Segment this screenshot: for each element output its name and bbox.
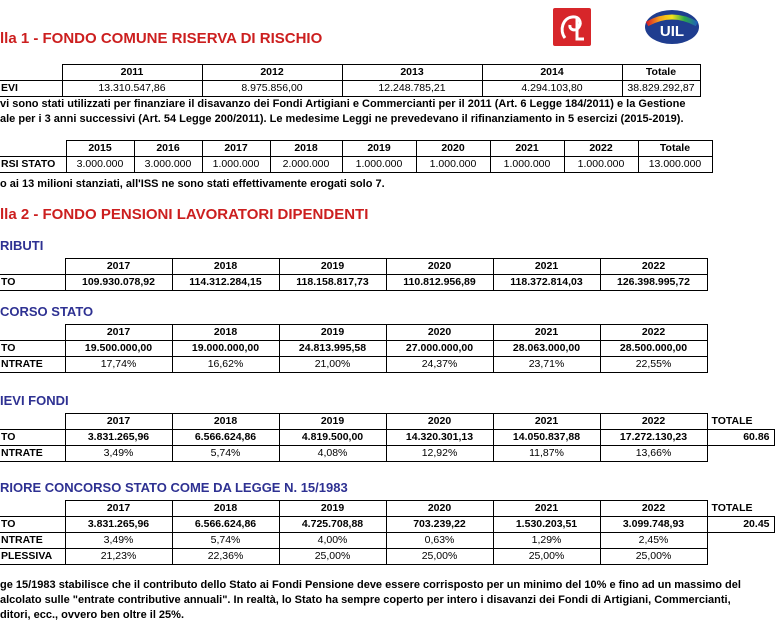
table-cell: 4,00% (279, 533, 386, 549)
table1-rifinanziamento (0, 140, 713, 173)
table-cell: 14.050.837,88 (493, 430, 600, 446)
table-cell: 1.000.000 (416, 157, 490, 173)
paragraph-line: ge 15/1983 stabilisce che il contributo dello Stato ai Fondi Pensione deve essere corrisposto per un minimo del 10% e fino ad un massimo del (0, 579, 741, 591)
table-cell: 703.239,22 (386, 517, 493, 533)
table-header-row (0, 325, 707, 341)
table-header-row (0, 259, 707, 275)
paragraph-line: vi sono stati utilizzati per finanziare il disavanzo dei Fondi Artigiani e Commercianti per il 2011 (Art. 6 Legge 184/2011) e la Gestione (0, 98, 686, 110)
table-cell: 17,74% (65, 357, 172, 373)
row-label: PLESSIVA (0, 549, 65, 565)
table-cell: 110.812.956,89 (386, 275, 493, 291)
table-header-cell: 2014 (482, 65, 622, 81)
table-header-cell: 2020 (386, 325, 493, 341)
table-cell: 13.310.547,86 (62, 81, 202, 97)
table-cell: 25,00% (386, 549, 493, 565)
table-header-cell: 2019 (342, 141, 416, 157)
table-header-cell: 2019 (279, 414, 386, 430)
table-header-cell (0, 501, 65, 517)
table-cell: 3.000.000 (134, 157, 202, 173)
table-header-cell: 2020 (386, 501, 493, 517)
table-ulteriore-concorso (0, 500, 775, 565)
table-header-cell: 2018 (270, 141, 342, 157)
table-header-cell: 2022 (600, 501, 707, 517)
table-cell: 22,55% (600, 357, 707, 373)
table-header-row (0, 65, 700, 81)
svg-text:UIL: UIL (659, 23, 685, 40)
table-cell: 19.500.000,00 (65, 341, 172, 357)
table2-title: lla 2 - FONDO PENSIONI LAVORATORI DIPENDENTI (0, 206, 369, 223)
table-header-cell: 2013 (342, 65, 482, 81)
table-cell: 12,92% (386, 446, 493, 462)
table-header-cell: 2021 (490, 141, 564, 157)
table-cell: 0,63% (386, 533, 493, 549)
table-row (0, 341, 707, 357)
paragraph-line: ale per i 3 anni successivi (Art. 54 Legge 200/2011). Le medesime Leggi ne prevedevano il rifinanziamento in 5 esercizi (2015-2019). (0, 113, 684, 125)
table1-prelievi (0, 64, 701, 97)
table-cell: 24.813.995,58 (279, 341, 386, 357)
table-cell: 1.000.000 (564, 157, 638, 173)
table-row (0, 157, 712, 173)
table-cell: 13,66% (600, 446, 707, 462)
table-header-cell: 2020 (386, 259, 493, 275)
table-header-cell: 2015 (66, 141, 134, 157)
row-label: TO (0, 517, 65, 533)
table-row (0, 533, 774, 549)
table-header-cell: 2022 (600, 414, 707, 430)
table1-paragraph (0, 97, 685, 127)
table-header-cell: 2021 (493, 325, 600, 341)
row-label: NTRATE (0, 533, 65, 549)
table-header-cell: 2017 (65, 259, 172, 275)
table-cell: 19.000.000,00 (172, 341, 279, 357)
table-row (0, 446, 774, 462)
table2-paragraph (0, 578, 741, 623)
table-cell: 126.398.995,72 (600, 275, 707, 291)
table-header-cell: 2019 (279, 259, 386, 275)
table-header-cell: 2017 (65, 501, 172, 517)
table-cell: 5,74% (172, 533, 279, 549)
table-cell: 4.294.103,80 (482, 81, 622, 97)
row-label: NTRATE (0, 357, 65, 373)
table-cell: 3.831.265,96 (65, 517, 172, 533)
table-header-cell: 2017 (202, 141, 270, 157)
table-header-cell (0, 141, 66, 157)
table-cell: 3.000.000 (66, 157, 134, 173)
table-header-cell: 2018 (172, 325, 279, 341)
table1-title: lla 1 - FONDO COMUNE RISERVA DI RISCHIO (0, 30, 323, 47)
table-header-cell: 2018 (172, 501, 279, 517)
table-header-row (0, 501, 774, 517)
table-header-cell: 2016 (134, 141, 202, 157)
row-label: EVI (0, 81, 62, 97)
table-cell: 1.530.203,51 (493, 517, 600, 533)
table-cell: 38.829.292,87 (622, 81, 700, 97)
row-label: TO (0, 341, 65, 357)
table-cell: 25,00% (493, 549, 600, 565)
table-cell: 23,71% (493, 357, 600, 373)
total-header: TOTALE (711, 501, 753, 514)
section-concorso-title: CORSO STATO (0, 304, 94, 319)
table-cell: 6.566.624,86 (172, 430, 279, 446)
table-cell: 28.500.000,00 (600, 341, 707, 357)
table-cell: 109.930.078,92 (65, 275, 172, 291)
table-cell: 2.000.000 (270, 157, 342, 173)
table-row (0, 517, 774, 533)
table-cell: 1.000.000 (490, 157, 564, 173)
table-cell: 1.000.000 (342, 157, 416, 173)
table-header-cell (0, 259, 65, 275)
table-header-cell: 2020 (416, 141, 490, 157)
table-header-cell (0, 414, 65, 430)
table1-note: o ai 13 milioni stanziati, all'ISS ne sono stati effettivamente erogati solo 7. (0, 178, 385, 190)
table-cell: 27.000.000,00 (386, 341, 493, 357)
table-cell: 12.248.785,21 (342, 81, 482, 97)
table-cell: 21,23% (65, 549, 172, 565)
table-header-cell: 2021 (493, 259, 600, 275)
table-cell: 16,62% (172, 357, 279, 373)
table-header-cell: 2021 (493, 414, 600, 430)
table-cell: 1.000.000 (202, 157, 270, 173)
table-cell: 118.372.814,03 (493, 275, 600, 291)
table-header-cell: 2022 (564, 141, 638, 157)
table-header-cell: Totale (622, 65, 700, 81)
table-cell: 21,00% (279, 357, 386, 373)
empty-cell (707, 446, 774, 462)
table-cell: 118.158.817,73 (279, 275, 386, 291)
table-cell: 3,49% (65, 446, 172, 462)
al-logo-mark (553, 8, 591, 46)
total-cell: 60.86 (707, 430, 774, 446)
table-cell: 28.063.000,00 (493, 341, 600, 357)
table-cell: 2,45% (600, 533, 707, 549)
table-cell: 14.320.301,13 (386, 430, 493, 446)
table-header-cell: 2017 (65, 414, 172, 430)
al-logo (553, 8, 591, 46)
table-cell: 4,08% (279, 446, 386, 462)
table-header-cell: 2018 (172, 414, 279, 430)
table-cell: 25,00% (279, 549, 386, 565)
table-header-cell: 2020 (386, 414, 493, 430)
uil-logo (643, 8, 701, 46)
table-cell: 17.272.130,23 (600, 430, 707, 446)
table-header-cell: 2019 (279, 325, 386, 341)
table-header-cell: Totale (638, 141, 712, 157)
table-concorso-stato (0, 324, 708, 373)
table-cell: 114.312.284,15 (172, 275, 279, 291)
table-header-cell: 2012 (202, 65, 342, 81)
table-cell: 6.566.624,86 (172, 517, 279, 533)
table-row (0, 81, 700, 97)
table-cell: 8.975.856,00 (202, 81, 342, 97)
empty-cell (707, 533, 774, 549)
total-cell: 20.45 (707, 517, 774, 533)
table-cell: 4.725.708,88 (279, 517, 386, 533)
table-cell: 5,74% (172, 446, 279, 462)
table-header-cell: 2022 (600, 259, 707, 275)
table-row (0, 430, 774, 446)
row-label: TO (0, 430, 65, 446)
table-cell: 11,87% (493, 446, 600, 462)
table-header-cell: 2017 (65, 325, 172, 341)
table-cell: 3,49% (65, 533, 172, 549)
table-cell: 13.000.000 (638, 157, 712, 173)
table-header-cell: 2022 (600, 325, 707, 341)
uil-logo-mark (643, 8, 701, 46)
table-cell: 4.819.500,00 (279, 430, 386, 446)
table-cell: 24,37% (386, 357, 493, 373)
total-header: TOTALE (711, 414, 753, 427)
row-label: RSI STATO (0, 157, 66, 173)
table-row (0, 357, 707, 373)
table-row (0, 275, 707, 291)
table-header-row (0, 414, 774, 430)
table-header-cell: 2019 (279, 501, 386, 517)
table-header-cell: 2011 (62, 65, 202, 81)
table-prelievi-fondi (0, 413, 775, 462)
paragraph-line: alcolato sulle "entrate contributive annuali". In realtà, lo Stato ha sempre coperto per intero i disavanzi dei Fondi di Artigiani, Commercianti, (0, 594, 731, 606)
table-contributi (0, 258, 708, 291)
paragraph-line: ditori, ecc., ovvero ben oltre il 25%. (0, 609, 185, 621)
table-cell: 25,00% (600, 549, 707, 565)
table-cell: 3.831.265,96 (65, 430, 172, 446)
section-prelievi-title: IEVI FONDI (0, 393, 69, 408)
section-ulteriore-title: RIORE CONCORSO STATO COME DA LEGGE N. 15/1983 (0, 480, 348, 495)
section-contributi-title: RIBUTI (0, 238, 44, 253)
row-label: TO (0, 275, 65, 291)
empty-cell (707, 549, 774, 565)
table-header-cell (0, 325, 65, 341)
table-header-cell: 2018 (172, 259, 279, 275)
table-header-cell: 2021 (493, 501, 600, 517)
table-cell: 22,36% (172, 549, 279, 565)
table-cell: 1,29% (493, 533, 600, 549)
table-row (0, 549, 774, 565)
table-header-row (0, 141, 712, 157)
table-header-cell (0, 65, 62, 81)
row-label: NTRATE (0, 446, 65, 462)
table-cell: 3.099.748,93 (600, 517, 707, 533)
